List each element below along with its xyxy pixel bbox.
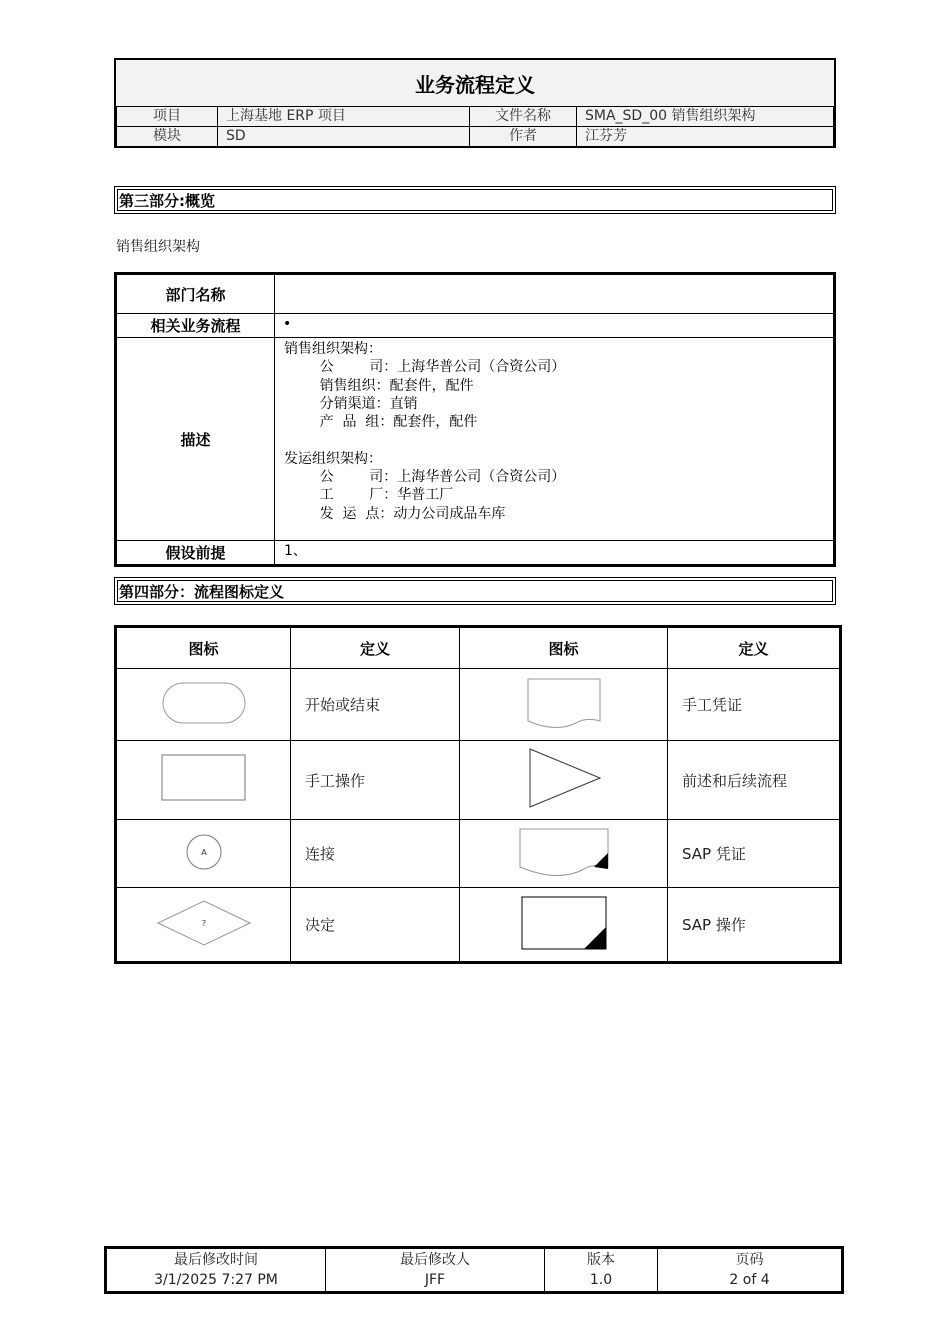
project-label: 项目 <box>117 107 218 127</box>
connector-letter: A <box>200 847 207 857</box>
section4-heading-bar <box>114 577 836 605</box>
page-label: 页码 <box>735 1252 764 1268</box>
footer-modified-time <box>107 1249 326 1292</box>
section3-subtitle: 销售组织架构 <box>116 239 200 255</box>
desc-line: 产 品 组：配套件，配件 <box>284 414 478 431</box>
desc-line <box>284 431 833 449</box>
description-label: 描述 <box>117 338 275 541</box>
icon-row <box>117 888 840 962</box>
col-icon-header: 图标 <box>117 628 291 669</box>
document-title: 业务流程定义 <box>415 73 535 97</box>
footer-modified-by <box>326 1249 545 1292</box>
page-footer <box>104 1246 844 1294</box>
definition-manual-operation: 手工操作 <box>291 741 460 820</box>
manual-document-shape-icon <box>460 669 668 741</box>
module-label: 模块 <box>117 127 218 147</box>
modified-time-label: 最后修改时间 <box>174 1252 258 1268</box>
desc-line: 公 司：上海华普公司（合资公司） <box>284 469 566 486</box>
assumption-value: 1、 <box>275 541 834 565</box>
footer-version <box>545 1249 658 1292</box>
document-header <box>114 58 836 148</box>
footer-page <box>658 1249 842 1292</box>
sap-operation-box-icon <box>460 888 668 962</box>
assumption-label: 假设前提 <box>117 541 275 565</box>
icon-row <box>117 669 840 741</box>
manual-operation-rectangle-icon <box>117 741 291 820</box>
icon-definition-table <box>114 625 842 964</box>
desc-line: 发 运 点：动力公司成品车库 <box>284 505 506 522</box>
decision-diamond-icon <box>117 888 291 962</box>
desc-line: 工 厂：华普工厂 <box>284 487 454 504</box>
col-def-header: 定义 <box>291 628 460 669</box>
icon-row <box>117 820 840 888</box>
dept-label: 部门名称 <box>117 275 275 314</box>
desc-line: 销售组织：配套件，配件 <box>284 377 474 394</box>
modified-by-label: 最后修改人 <box>400 1252 470 1268</box>
connector-circle-icon <box>117 820 291 888</box>
definition-prior-subsequent-process: 前述和后续流程 <box>668 741 840 820</box>
filename-label: 文件名称 <box>470 107 577 127</box>
col-def-header: 定义 <box>668 628 840 669</box>
section3-heading: 第三部分:概览 <box>117 189 833 211</box>
related-process-label: 相关业务流程 <box>117 314 275 338</box>
header-info-table <box>116 106 834 147</box>
modified-by-value: JFF <box>424 1272 446 1288</box>
section4-heading: 第四部分：流程图标定义 <box>117 580 833 602</box>
definition-decision: 决定 <box>291 888 460 962</box>
version-value: 1.0 <box>589 1272 613 1288</box>
decision-mark: ? <box>201 918 206 928</box>
modified-time-value: 3/1/2025 7:27 PM <box>154 1272 278 1288</box>
description-content <box>275 338 834 541</box>
version-label: 版本 <box>587 1252 615 1268</box>
definition-sap-document: SAP 凭证 <box>668 820 840 888</box>
terminator-shape-icon <box>117 669 291 741</box>
off-page-triangle-icon <box>460 741 668 820</box>
project-value: 上海基地 ERP 项目 <box>218 107 470 127</box>
desc-line: 发运组织架构： <box>284 450 382 467</box>
icon-row <box>117 741 840 820</box>
desc-line: 销售组织架构： <box>284 341 382 357</box>
definition-start-end: 开始或结束 <box>291 669 460 741</box>
module-value: SD <box>218 127 470 147</box>
author-value: 江芬芳 <box>577 127 834 147</box>
dept-value <box>275 275 834 314</box>
sap-corner-mark <box>594 853 608 869</box>
related-process-bullet: • <box>275 314 834 338</box>
desc-line: 公 司：上海华普公司（合资公司） <box>284 359 566 376</box>
definition-manual-document: 手工凭证 <box>668 669 840 741</box>
page-number: 2 of 4 <box>729 1272 770 1288</box>
col-icon-header: 图标 <box>460 628 668 669</box>
sap-document-shape-icon <box>460 820 668 888</box>
definition-sap-operation: SAP 操作 <box>668 888 840 962</box>
filename-value: SMA_SD_00 销售组织架构 <box>577 107 834 127</box>
definition-connector: 连接 <box>291 820 460 888</box>
overview-table <box>114 272 836 567</box>
author-label: 作者 <box>470 127 577 147</box>
section3-heading-bar <box>114 186 836 214</box>
desc-line: 分销渠道：直销 <box>284 395 418 412</box>
